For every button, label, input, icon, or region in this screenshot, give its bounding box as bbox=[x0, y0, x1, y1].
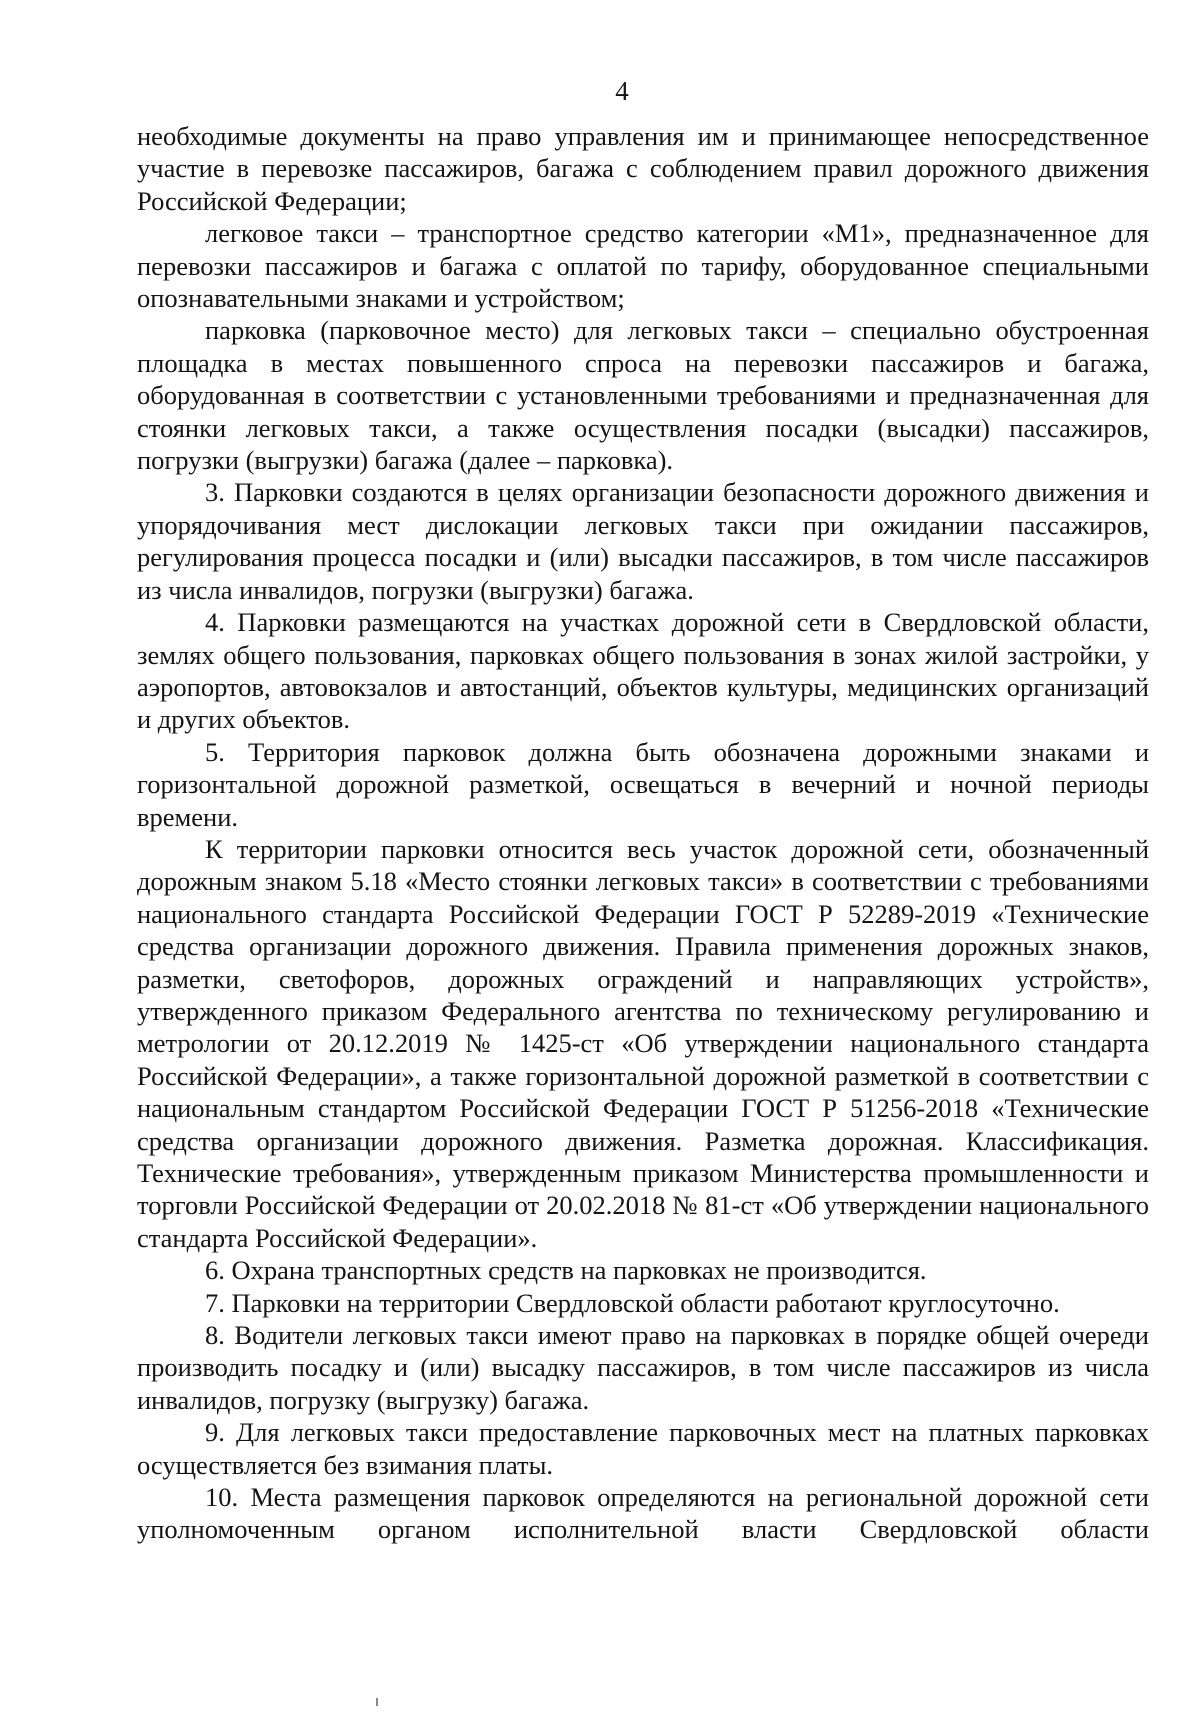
paragraph-item-4: 4. Парковки размещаются на участках дорожной сети в Свердловской области, землях общего пользования, парковках общего пользования в зонах жилой застройки, у аэропортов, автовокзалов и автостанций, объектов культуры, медицинских организаций и других объектов. bbox=[137, 607, 1149, 735]
page-number: 4 bbox=[615, 76, 629, 106]
paragraph-item-6: 6. Охрана транспортных средств на парковках не производится. bbox=[205, 1255, 927, 1286]
paragraph-parking-territory: К территории парковки относится весь участок дорожной сети, обозначенный дорожным знаком 5.18 «Место стоянки легковых такси» в соответствии с требованиями национального стандарта Российской Федерации ГОСТ Р 52289-2019 «Технические средства организации дорожного движения. Правила применения дорожных знаков, разметки, светофоров, дорожных ограждений и направляющих устройств», утвержденного приказом Федерального агентства по техническому регулированию и метрологии от 20.12.2019 № 1425-ст «Об утверждении национального стандарта Российской Федерации», а также горизонтальной дорожной разметкой в соответствии с национальным стандартом Российской Федерации ГОСТ Р 51256-2018 «Технические средства организации дорожного движения. Разметка дорожная. Классификация. Технические требования», утвержденным приказом Министерства промышленности и торговли Российской Федерации от 20.02.2018 № 81-ст «Об утверждении национального стандарта Российской Федерации». bbox=[137, 833, 1149, 1253]
paragraph-taxi-definition: легковое такси – транспортное средство категории «M1», предназначенное для перевозки пассажиров и багажа с оплатой по тарифу, оборудованное специальными опознавательными знаками и устройством; bbox=[137, 218, 1149, 314]
paragraph-item-10: 10. Места размещения парковок определяются на региональной дорожной сети уполномоченным органом исполнительной власти Свердловской области bbox=[137, 1482, 1149, 1545]
scan-artifact-mark bbox=[376, 1698, 378, 1706]
paragraph-item-3: 3. Парковки создаются в целях организации безопасности дорожного движения и упорядочивания мест дислокации легковых такси при ожидании пассажиров, регулирования процесса посадки и (или) высадки пассажиров, в том числе пассажиров из числа инвалидов, погрузки (выгрузки) багажа. bbox=[137, 477, 1149, 605]
document-body bbox=[137, 120, 1149, 1546]
paragraph-item-9: 9. Для легковых такси предоставление парковочных мест на платных парковках осуществляется без взимания платы. bbox=[137, 1417, 1149, 1480]
paragraph-item-8: 8. Водители легковых такси имеют право на парковках в порядке общей очереди производить посадку и (или) высадку пассажиров, в том числе пассажиров из числа инвалидов, погрузку (выгрузку) багажа. bbox=[137, 1320, 1149, 1415]
paragraph-parking-definition: парковка (парковочное место) для легковых такси – специально обустроенная площадка в местах повышенного спроса на перевозки пассажиров и багажа, оборудованная в соответствии с установленными требованиями и предназначенная для стоянки легковых такси, а также осуществления посадки (высадки) пассажиров, погрузки (выгрузки) багажа (далее – парковка). bbox=[137, 315, 1149, 476]
paragraph-item-7: 7. Парковки на территории Свердловской области работают круглосуточно. bbox=[205, 1287, 1060, 1318]
paragraph-item-5: 5. Территория парковок должна быть обозначена дорожными знаками и горизонтальной дорожной разметкой, освещаться в вечерний и ночной периоды времени. bbox=[137, 736, 1149, 832]
paragraph-driver-definition-end: необходимые документы на право управления им и принимающее непосредственное участие в перевозке пассажиров, багажа с соблюдением правил дорожного движения Российской Федерации; bbox=[137, 121, 1149, 216]
